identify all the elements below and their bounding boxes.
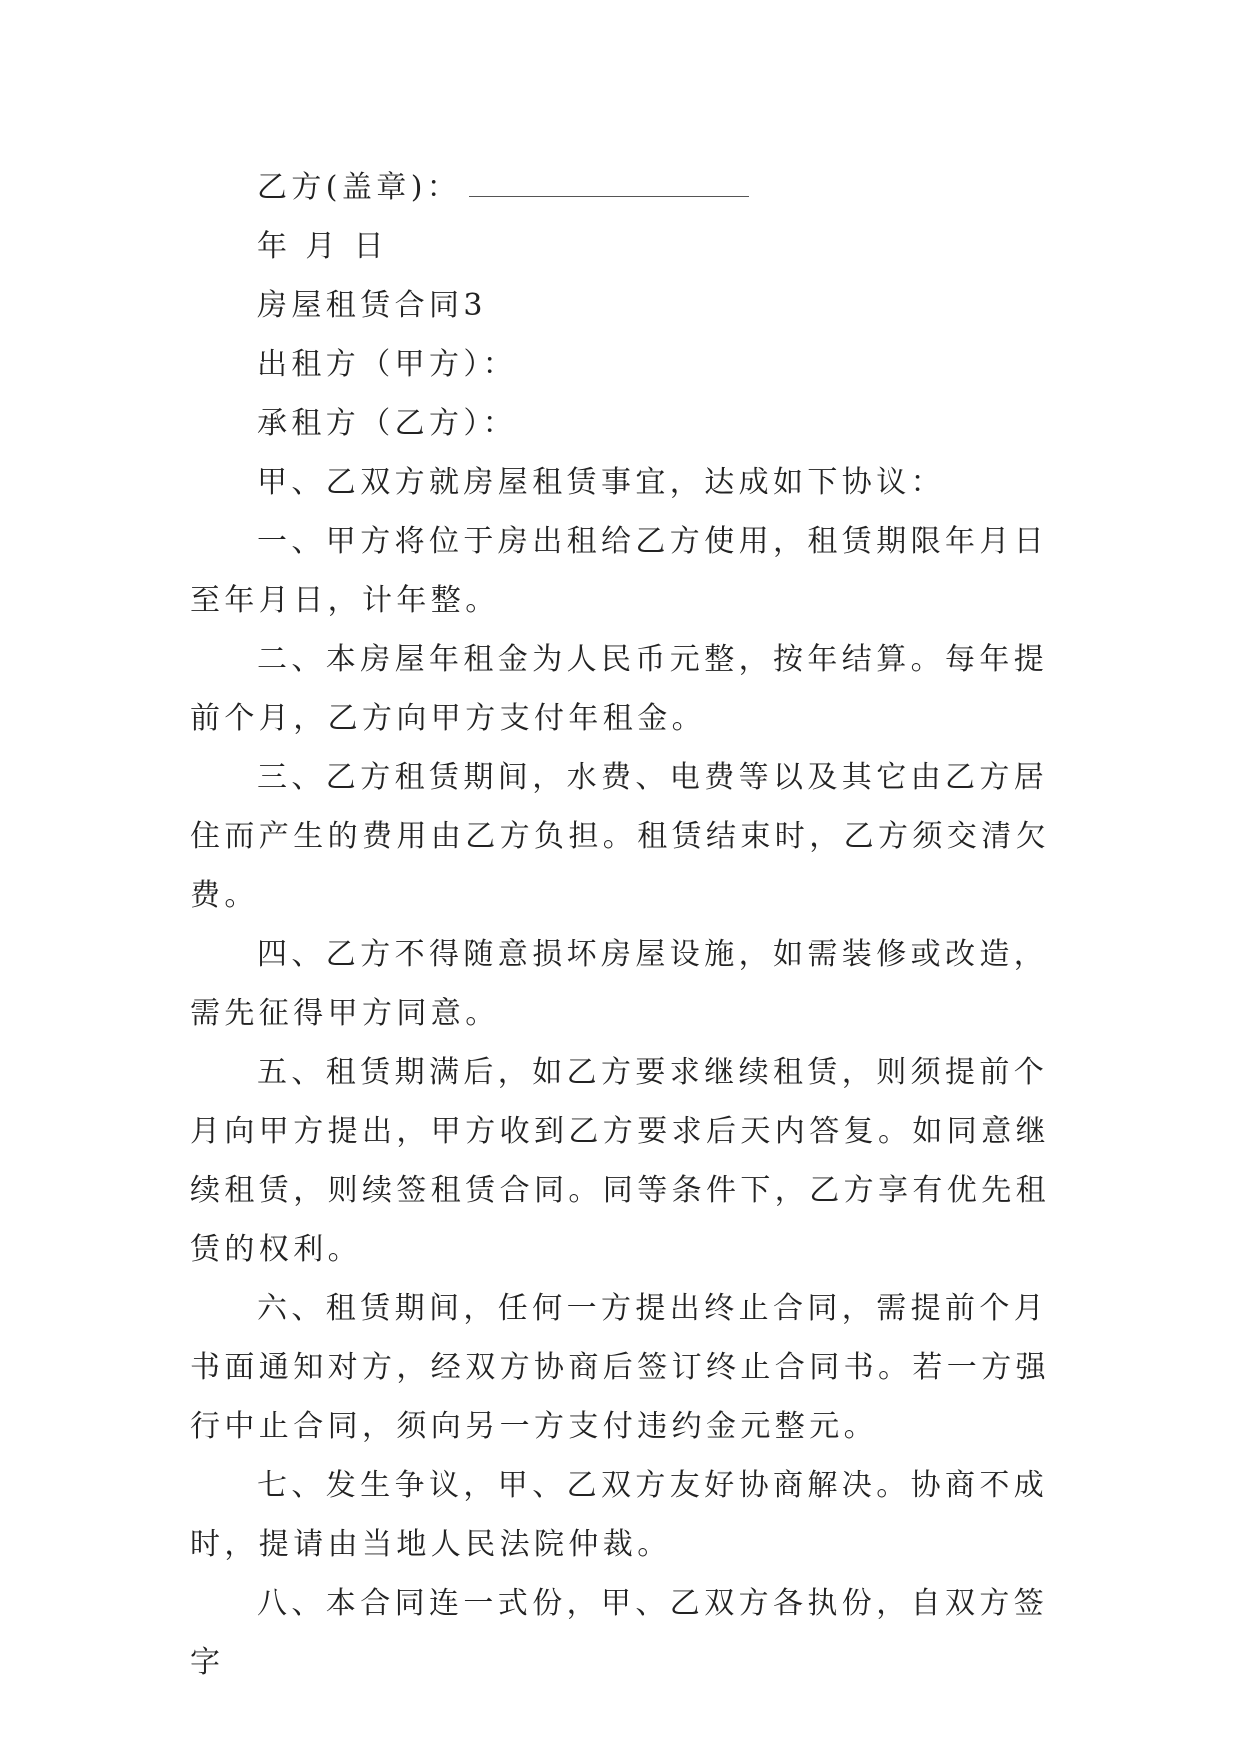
clause-8: 八、本合同连一式份，甲、乙双方各执份，自双方签字 (190, 1586, 1049, 1680)
clause-4: 四、乙方不得随意损坏房屋设施，如需装修或改造，需先征得甲方同意。 (190, 937, 1049, 1031)
party-b-seal-line (190, 158, 1060, 217)
clause-7: 七、发生争议，甲、乙双方友好协商解决。协商不成时，提请由当地人民法院仲裁。 (190, 1468, 1049, 1562)
clause-6: 六、租赁期间，任何一方提出终止合同，需提前个月书面通知对方，经双方协商后签订终止合同书。若一方强行中止合同，须向另一方支付违约金元整元。 (190, 1291, 1050, 1444)
party-b-seal-label: 乙方(盖章)： (257, 170, 462, 205)
lessee-label: 承租方（乙方）： (257, 406, 518, 441)
document-page (190, 158, 1060, 1692)
clause-5: 五、租赁期满后，如乙方要求继续租赁，则须提前个月向甲方提出，甲方收到乙方要求后天内答复。如同意继续租赁，则续签租赁合同。同等条件下，乙方享有优先租赁的权利。 (190, 1055, 1050, 1267)
lessor-label: 出租方（甲方）： (257, 347, 518, 382)
signature-blank (469, 174, 749, 197)
clause-3: 三、乙方租赁期间，水费、电费等以及其它由乙方居住而产生的费用由乙方负担。租赁结束时，乙方须交清欠费。 (190, 760, 1050, 913)
contract-title: 房屋租赁合同3 (257, 288, 487, 323)
contract-intro: 甲、乙双方就房屋租赁事宜，达成如下协议： (257, 465, 945, 500)
clause-2: 二、本房屋年租金为人民币元整，按年结算。每年提前个月，乙方向甲方支付年租金。 (190, 642, 1049, 736)
signature-date: 年 月 日 (257, 229, 389, 264)
clause-1: 一、甲方将位于房出租给乙方使用，租赁期限年月日至年月日，计年整。 (190, 524, 1049, 618)
